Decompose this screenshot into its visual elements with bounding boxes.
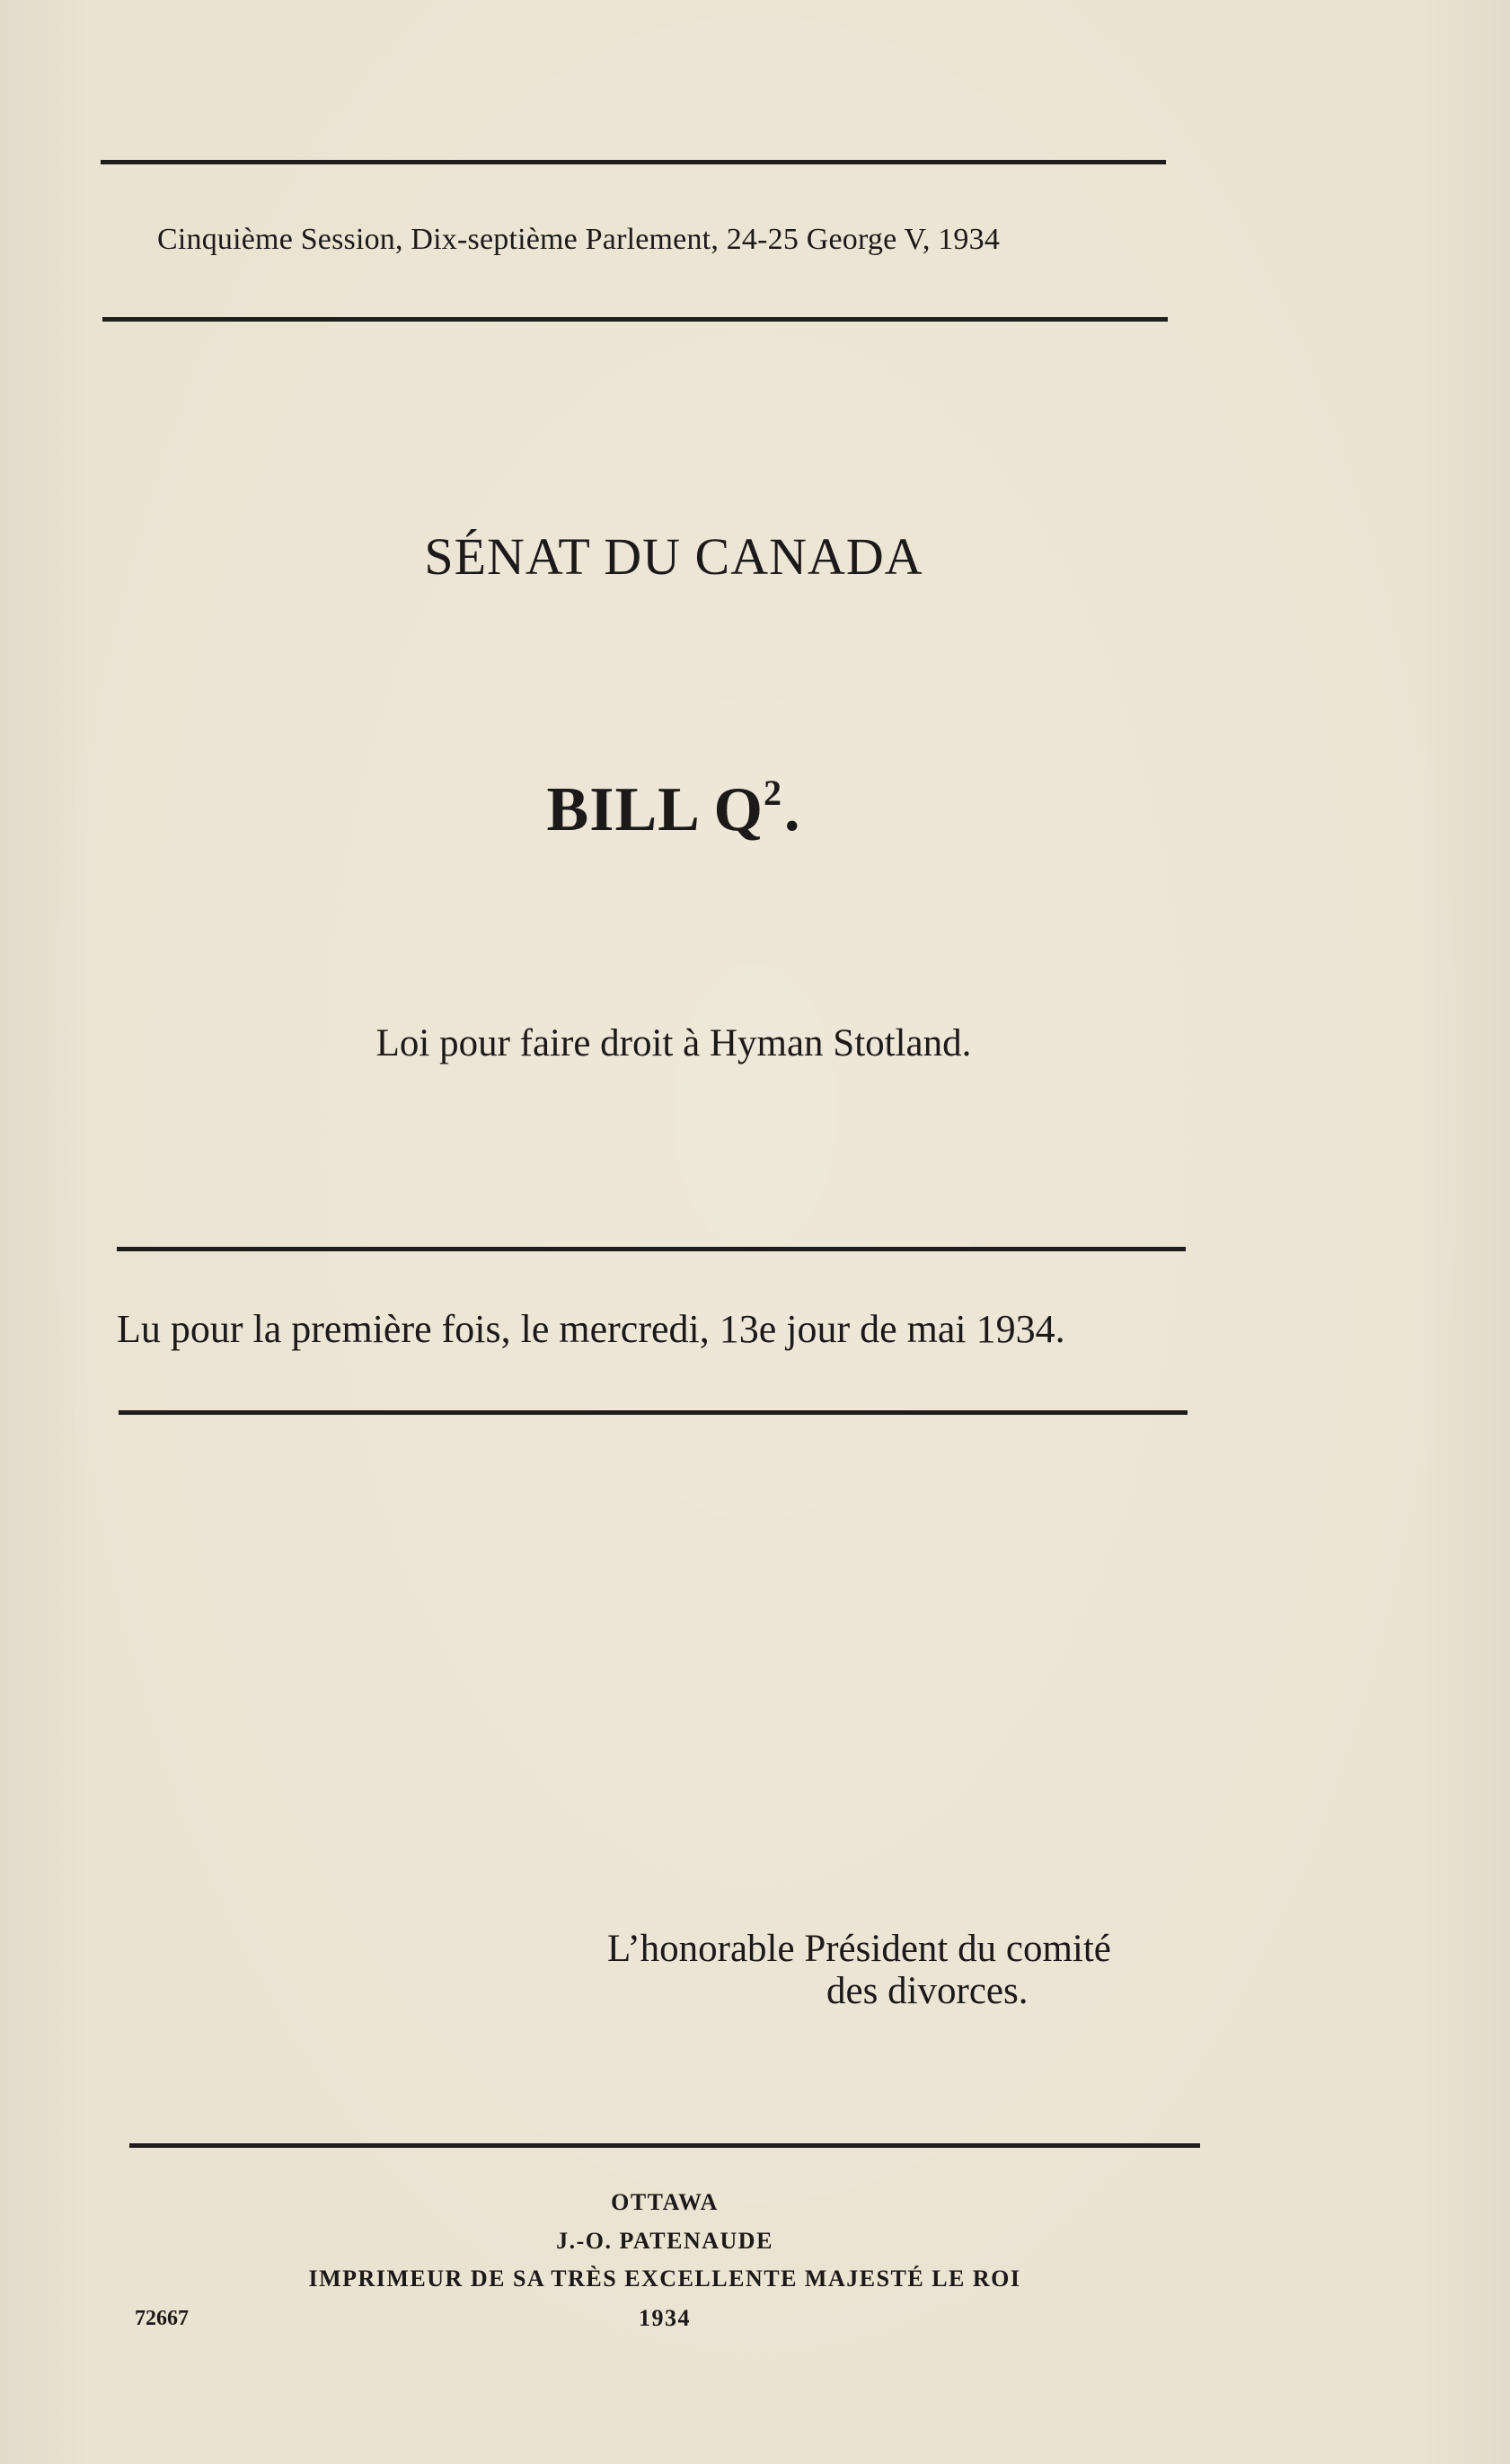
first-reading-line: Lu pour la première fois, le mercredi, 13e jour de mai 1934. bbox=[117, 1307, 1065, 1351]
reading-bottom-rule bbox=[119, 1410, 1188, 1415]
bill-prefix: BILL Q bbox=[546, 775, 764, 844]
imprint-year: 1934 bbox=[639, 2305, 691, 2331]
top-rule bbox=[101, 160, 1166, 164]
bill-short-title: Loi pour faire droit à Hyman Stotland. bbox=[375, 1022, 972, 1064]
job-number: 72667 bbox=[135, 2307, 189, 2330]
bill-number bbox=[0, 774, 1347, 846]
bill-superscript: 2 bbox=[763, 773, 782, 813]
chamber-title: SÉNAT DU CANADA bbox=[424, 527, 923, 586]
imprint-city: OTTAWA bbox=[611, 2189, 719, 2215]
imprint-printer-title: IMPRIMEUR DE SA TRÈS EXCELLENTE MAJESTÉ LE ROI bbox=[308, 2265, 1021, 2292]
bill-suffix: . bbox=[783, 775, 801, 844]
imprint-printer: J.-O. PATENAUDE bbox=[556, 2228, 773, 2254]
imprint-rule bbox=[129, 2143, 1200, 2148]
session-line: Cinquième Session, Dix-septième Parlement, 24-25 George V, 1934 bbox=[157, 223, 1001, 256]
sponsor-line-1: L’honorable Président du comité bbox=[607, 1928, 1111, 1970]
reading-top-rule bbox=[117, 1247, 1186, 1251]
sponsor-line-2: des divorces. bbox=[826, 1970, 1029, 2012]
header-rule bbox=[102, 317, 1168, 322]
